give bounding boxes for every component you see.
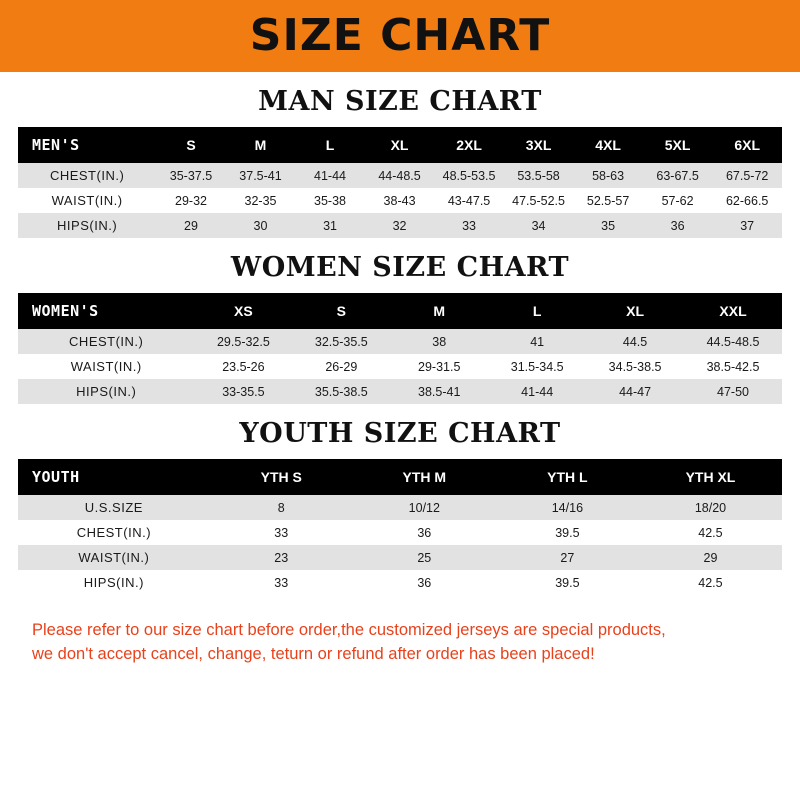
men-row-2-cell-4: 33	[434, 213, 504, 238]
youth-row-1-label: CHEST(IN.)	[18, 520, 210, 545]
women-row-1-cell-1: 26-29	[292, 354, 390, 379]
table-row	[18, 520, 782, 545]
table-row	[18, 188, 782, 213]
youth-row-2-cell-0: 23	[210, 545, 353, 570]
men-row-2-cell-8: 37	[712, 213, 782, 238]
women-section-title: WOMEN SIZE CHART	[230, 252, 570, 283]
women-row-1-cell-2: 29-31.5	[390, 354, 488, 379]
men-row-2-cell-5: 34	[504, 213, 574, 238]
men-row-1-cell-8: 62-66.5	[712, 188, 782, 213]
men-table-head	[18, 127, 782, 163]
men-header-cell-6: 3XL	[504, 127, 574, 163]
men-row-1-cell-4: 43-47.5	[434, 188, 504, 213]
youth-row-3-label: HIPS(IN.)	[18, 570, 210, 595]
women-size-table	[18, 293, 782, 404]
women-row-1-cell-0: 23.5-26	[194, 354, 292, 379]
page-title: SIZE CHART	[249, 10, 551, 61]
table-row	[18, 570, 782, 595]
table-row	[18, 213, 782, 238]
women-row-2-cell-5: 47-50	[684, 379, 782, 404]
women-header-cell-5: XL	[586, 293, 684, 329]
men-row-0-cell-6: 58-63	[573, 163, 643, 188]
women-row-1-cell-5: 38.5-42.5	[684, 354, 782, 379]
youth-row-0-cell-0: 8	[210, 495, 353, 520]
men-header-cell-5: 2XL	[434, 127, 504, 163]
women-header-cell-2: S	[292, 293, 390, 329]
women-row-0-cell-5: 44.5-48.5	[684, 329, 782, 354]
youth-row-1-cell-1: 36	[353, 520, 496, 545]
men-row-1-cell-0: 29-32	[156, 188, 226, 213]
women-row-1-cell-4: 34.5-38.5	[586, 354, 684, 379]
women-row-0-cell-0: 29.5-32.5	[194, 329, 292, 354]
women-table-body	[18, 329, 782, 404]
men-size-table	[18, 127, 782, 238]
women-row-2-cell-0: 33-35.5	[194, 379, 292, 404]
men-row-0-cell-5: 53.5-58	[504, 163, 574, 188]
women-row-0-cell-3: 41	[488, 329, 586, 354]
youth-row-3-cell-3: 42.5	[639, 570, 782, 595]
chart-content	[0, 86, 800, 667]
table-row	[18, 329, 782, 354]
men-header-cell-9: 6XL	[712, 127, 782, 163]
page-banner	[0, 0, 800, 72]
men-row-0-cell-3: 44-48.5	[365, 163, 435, 188]
men-header-cell-2: M	[226, 127, 296, 163]
men-row-2-cell-1: 30	[226, 213, 296, 238]
men-row-2-cell-0: 29	[156, 213, 226, 238]
men-row-2-cell-6: 35	[573, 213, 643, 238]
youth-header-cell-2: YTH M	[353, 459, 496, 495]
men-row-0-cell-4: 48.5-53.5	[434, 163, 504, 188]
youth-row-0-cell-1: 10/12	[353, 495, 496, 520]
women-header-cell-0: WOMEN'S	[18, 293, 194, 329]
footer-line-2: we don't accept cancel, change, teturn or refund after order has been placed!	[32, 644, 595, 663]
women-row-0-cell-1: 32.5-35.5	[292, 329, 390, 354]
men-row-1-cell-1: 32-35	[226, 188, 296, 213]
youth-size-table	[18, 459, 782, 595]
youth-row-2-cell-3: 29	[639, 545, 782, 570]
table-row	[18, 354, 782, 379]
youth-section-title: YOUTH SIZE CHART	[239, 418, 561, 449]
youth-table-head	[18, 459, 782, 495]
women-row-0-label: CHEST(IN.)	[18, 329, 194, 354]
youth-row-1-cell-3: 42.5	[639, 520, 782, 545]
youth-row-2-cell-2: 27	[496, 545, 639, 570]
men-header-cell-1: S	[156, 127, 226, 163]
youth-row-3-cell-2: 39.5	[496, 570, 639, 595]
table-header-row	[18, 293, 782, 329]
table-row	[18, 545, 782, 570]
table-header-row	[18, 459, 782, 495]
men-row-2-cell-3: 32	[365, 213, 435, 238]
women-table-head	[18, 293, 782, 329]
men-row-1-cell-2: 35-38	[295, 188, 365, 213]
youth-header-cell-0: YOUTH	[18, 459, 210, 495]
men-row-0-label: CHEST(IN.)	[18, 163, 156, 188]
men-row-1-cell-7: 57-62	[643, 188, 713, 213]
men-table-body	[18, 163, 782, 238]
youth-header-cell-1: YTH S	[210, 459, 353, 495]
men-row-1-cell-5: 47.5-52.5	[504, 188, 574, 213]
women-header-cell-4: L	[488, 293, 586, 329]
women-row-2-label: HIPS(IN.)	[18, 379, 194, 404]
men-row-1-cell-3: 38-43	[365, 188, 435, 213]
women-header-cell-6: XXL	[684, 293, 782, 329]
youth-header-cell-4: YTH XL	[639, 459, 782, 495]
youth-row-1-cell-0: 33	[210, 520, 353, 545]
table-row	[18, 379, 782, 404]
men-row-0-cell-2: 41-44	[295, 163, 365, 188]
women-row-2-cell-4: 44-47	[586, 379, 684, 404]
men-row-1-cell-6: 52.5-57	[573, 188, 643, 213]
youth-row-2-label: WAIST(IN.)	[18, 545, 210, 570]
youth-header-cell-3: YTH L	[496, 459, 639, 495]
women-row-2-cell-3: 41-44	[488, 379, 586, 404]
women-row-2-cell-2: 38.5-41	[390, 379, 488, 404]
women-row-1-cell-3: 31.5-34.5	[488, 354, 586, 379]
youth-table-body	[18, 495, 782, 595]
men-row-1-label: WAIST(IN.)	[18, 188, 156, 213]
table-row	[18, 495, 782, 520]
men-row-0-cell-1: 37.5-41	[226, 163, 296, 188]
table-header-row	[18, 127, 782, 163]
men-row-0-cell-7: 63-67.5	[643, 163, 713, 188]
men-header-cell-7: 4XL	[573, 127, 643, 163]
youth-row-1-cell-2: 39.5	[496, 520, 639, 545]
women-header-cell-3: M	[390, 293, 488, 329]
men-header-cell-0: MEN'S	[18, 127, 156, 163]
youth-row-2-cell-1: 25	[353, 545, 496, 570]
men-row-2-cell-2: 31	[295, 213, 365, 238]
men-row-0-cell-0: 35-37.5	[156, 163, 226, 188]
men-section-title: MAN SIZE CHART	[258, 86, 542, 117]
youth-row-3-cell-0: 33	[210, 570, 353, 595]
men-header-cell-4: XL	[365, 127, 435, 163]
youth-row-3-cell-1: 36	[353, 570, 496, 595]
men-row-2-label: HIPS(IN.)	[18, 213, 156, 238]
women-row-2-cell-1: 35.5-38.5	[292, 379, 390, 404]
women-row-0-cell-4: 44.5	[586, 329, 684, 354]
footer-disclaimer	[18, 609, 782, 667]
men-header-cell-8: 5XL	[643, 127, 713, 163]
youth-row-0-cell-2: 14/16	[496, 495, 639, 520]
footer-line-1: Please refer to our size chart before order,the customized jerseys are special products,	[32, 621, 666, 639]
women-header-cell-1: XS	[194, 293, 292, 329]
men-header-cell-3: L	[295, 127, 365, 163]
men-row-2-cell-7: 36	[643, 213, 713, 238]
youth-row-0-cell-3: 18/20	[639, 495, 782, 520]
women-row-1-label: WAIST(IN.)	[18, 354, 194, 379]
table-row	[18, 163, 782, 188]
women-row-0-cell-2: 38	[390, 329, 488, 354]
youth-row-0-label: U.S.SIZE	[18, 495, 210, 520]
men-row-0-cell-8: 67.5-72	[712, 163, 782, 188]
